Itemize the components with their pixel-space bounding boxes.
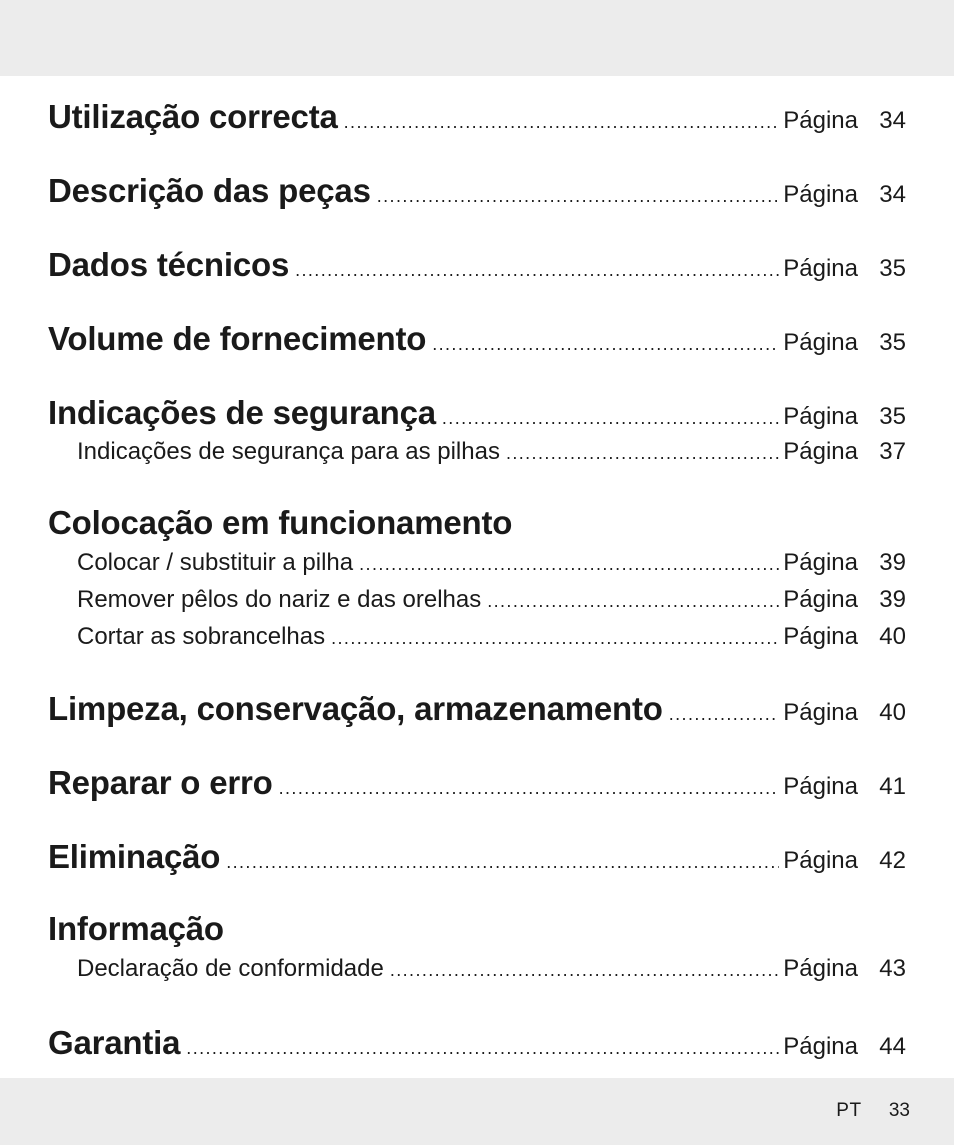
toc-subentry-colocar-pilha[interactable] <box>77 549 906 577</box>
toc-entry-title: Reparar o erro <box>48 764 273 801</box>
toc-entry-title: Remover pêlos do nariz e das orelhas <box>77 586 482 613</box>
table-of-contents <box>48 0 906 1078</box>
page-number: 39 <box>879 549 906 576</box>
toc-entry-title: Descrição das peças <box>48 172 371 209</box>
page-label: Página <box>783 699 858 726</box>
leader-dots <box>432 334 779 355</box>
toc-entry-eliminacao[interactable] <box>48 838 906 876</box>
toc-entry-title: Cortar as sobrancelhas <box>77 623 326 650</box>
page-footer <box>836 1100 910 1122</box>
page-number: 40 <box>879 699 906 726</box>
page-label: Página <box>783 586 858 613</box>
page-number: 40 <box>879 623 906 650</box>
page-number: 41 <box>879 773 906 800</box>
toc-entry-title: Dados técnicos <box>48 246 290 283</box>
leader-dots <box>359 554 779 575</box>
leader-dots <box>186 1038 779 1059</box>
page-number: 35 <box>879 329 906 356</box>
toc-entry-title: Utilização correcta <box>48 98 338 135</box>
toc-entry-title: Eliminação <box>48 838 221 875</box>
toc-entry-limpeza[interactable] <box>48 690 906 728</box>
language-code: PT <box>836 1100 862 1121</box>
page-number: 44 <box>879 1033 906 1060</box>
toc-heading-title: Informação <box>48 910 224 947</box>
toc-entry-title: Colocar / substituir a pilha <box>77 549 354 576</box>
page-label: Página <box>783 1033 858 1060</box>
toc-entry-dados-tecnicos[interactable] <box>48 246 906 284</box>
page-label: Página <box>783 549 858 576</box>
page-number: 43 <box>879 955 906 982</box>
leader-dots <box>390 960 779 981</box>
page-label: Página <box>783 255 858 282</box>
toc-heading-colocacao[interactable] <box>48 504 906 542</box>
page-label: Página <box>783 329 858 356</box>
page-number: 39 <box>879 586 906 613</box>
leader-dots <box>295 260 779 281</box>
leader-dots <box>669 704 780 725</box>
toc-subentry-pilhas[interactable] <box>77 438 906 466</box>
leader-dots <box>442 408 779 429</box>
toc-entry-title: Declaração de conformidade <box>77 955 384 982</box>
page-number: 34 <box>879 107 906 134</box>
page-number: 34 <box>879 181 906 208</box>
toc-subentry-cortar[interactable] <box>77 623 906 651</box>
toc-heading-informacao[interactable] <box>48 910 906 948</box>
leader-dots <box>506 443 779 464</box>
leader-dots <box>487 591 779 612</box>
toc-entry-utilizacao[interactable] <box>48 98 906 136</box>
toc-entry-title: Garantia <box>48 1024 181 1061</box>
page-label: Página <box>783 438 858 465</box>
leader-dots <box>226 852 779 873</box>
toc-entry-reparar[interactable] <box>48 764 906 802</box>
leader-dots <box>377 186 780 207</box>
page-number: 35 <box>879 255 906 282</box>
toc-entry-descricao[interactable] <box>48 172 906 210</box>
toc-entry-title: Volume de fornecimento <box>48 320 427 357</box>
footer-page-number: 33 <box>888 1100 910 1121</box>
page-label: Página <box>783 847 858 874</box>
toc-subentry-declaracao[interactable] <box>77 955 906 983</box>
leader-dots <box>344 112 780 133</box>
leader-dots <box>331 628 779 649</box>
page-number: 35 <box>879 403 906 430</box>
page-label: Página <box>783 181 858 208</box>
page-label: Página <box>783 403 858 430</box>
footer-band <box>0 1078 954 1145</box>
leader-dots <box>279 778 780 799</box>
page-number: 42 <box>879 847 906 874</box>
page-label: Página <box>783 623 858 650</box>
page-label: Página <box>783 773 858 800</box>
page-label: Página <box>783 107 858 134</box>
toc-entry-title: Limpeza, conservação, armazenamento <box>48 690 663 727</box>
toc-entry-title: Indicações de segurança <box>48 394 436 431</box>
toc-entry-volume[interactable] <box>48 320 906 358</box>
toc-entry-indicacoes[interactable] <box>48 394 906 432</box>
page-number: 37 <box>879 438 906 465</box>
toc-entry-title: Indicações de segurança para as pilhas <box>77 438 500 465</box>
page-label: Página <box>783 955 858 982</box>
toc-subentry-remover-pelos[interactable] <box>77 586 906 614</box>
toc-entry-garantia[interactable] <box>48 1024 906 1062</box>
toc-heading-title: Colocação em funcionamento <box>48 504 513 541</box>
